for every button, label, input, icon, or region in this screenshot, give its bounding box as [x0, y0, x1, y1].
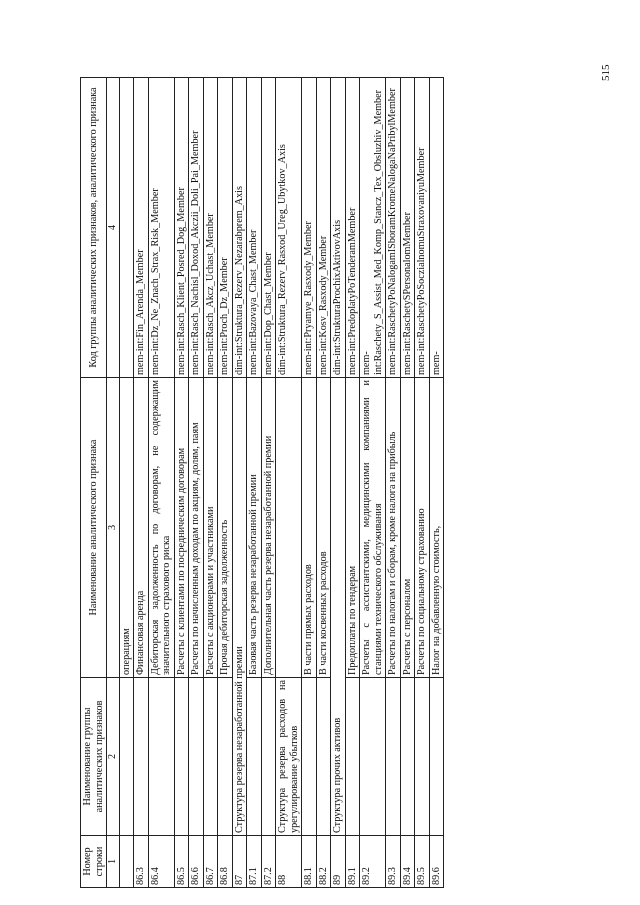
header-feature-name: Наименование аналитического признака	[81, 378, 107, 678]
code-cell: dim-int:Struktura_Rezerv_Nezarabprem_Axis	[232, 78, 247, 378]
row-number-cell: 89.1	[345, 836, 360, 888]
group-name-cell	[400, 678, 415, 836]
code-cell: mem-int:Bazovaya_Chast_Member	[247, 78, 262, 378]
table-row	[360, 78, 386, 888]
feature-name-cell: Дополнительная часть резерва незаработанной премии	[261, 378, 276, 678]
row-number-cell: 89	[331, 836, 346, 888]
group-name-cell	[345, 678, 360, 836]
row-number-cell: 86.5	[174, 836, 189, 888]
code-cell: mem-int:Kosv_Rasxody_Member	[316, 78, 331, 378]
feature-name-cell: Расчеты по социальному страхованию	[415, 378, 430, 678]
table-header-row	[81, 78, 107, 888]
group-name-cell	[316, 678, 331, 836]
row-number-cell: 86.8	[218, 836, 233, 888]
code-cell: mem-	[429, 78, 444, 378]
group-name-cell	[415, 678, 430, 836]
document-table-rotated	[80, 78, 605, 888]
group-name-cell	[134, 678, 149, 836]
feature-name-cell: В части косвенных расходов	[316, 378, 331, 678]
code-cell: mem-int:Dop_Chast_Member	[261, 78, 276, 378]
column-number: 2	[107, 678, 120, 836]
code-cell: mem-int:Rasch_Akcz_Uchast_Member	[203, 78, 218, 378]
group-name-cell	[429, 678, 444, 836]
header-row-number: Номер строки	[81, 836, 107, 888]
table-row	[261, 78, 276, 888]
table-row	[400, 78, 415, 888]
table-row	[247, 78, 262, 888]
row-number-cell: 89.2	[360, 836, 386, 888]
feature-name-cell	[276, 378, 302, 678]
table-row	[331, 78, 346, 888]
group-name-cell: Структура резерва незаработанной премии	[232, 378, 247, 836]
group-name-cell	[148, 678, 174, 836]
feature-name-cell: операциям	[119, 378, 134, 678]
code-cell: mem-int:RaschetySPersonalomMember	[400, 78, 415, 378]
group-name-cell	[203, 678, 218, 836]
table-row	[189, 78, 204, 888]
group-name-cell	[189, 678, 204, 836]
column-number: 1	[107, 836, 120, 888]
code-cell: mem-int:Raschety_S_Assist_Med_Komp_Stancz_Tex_Obsluzhiv_Member	[360, 78, 386, 378]
row-number-cell: 88.2	[316, 836, 331, 888]
header-code: Код группы аналитических признаков, аналитического признака	[81, 78, 107, 378]
header-group-name: Наименование группы аналитических признаков	[81, 678, 107, 836]
column-number-row	[107, 78, 120, 888]
group-name-cell	[119, 678, 134, 836]
table-row	[218, 78, 233, 888]
feature-name-cell: В части прямых расходов	[302, 378, 317, 678]
group-name-cell	[360, 678, 386, 836]
feature-name-cell: Базовая часть резерва незаработанной премии	[247, 378, 262, 678]
feature-name-cell: Расчеты с персоналом	[400, 378, 415, 678]
row-number-cell: 89.4	[400, 836, 415, 888]
row-number-cell: 86.4	[148, 836, 174, 888]
feature-name-cell: Финансовая аренда	[134, 378, 149, 678]
table-row	[386, 78, 401, 888]
table-row	[119, 78, 134, 888]
feature-name-cell: Расчеты с клиентами по посредническим договорам	[174, 378, 189, 678]
group-name-cell	[174, 678, 189, 836]
column-number: 4	[107, 78, 120, 378]
table-row	[302, 78, 317, 888]
table-row	[345, 78, 360, 888]
code-cell: mem-int:Fin_Arenda_Member	[134, 78, 149, 378]
feature-name-cell: Прочая дебиторская задолженность	[218, 378, 233, 678]
group-name-cell	[302, 678, 317, 836]
code-cell: mem-int:Pryamye_Rasxody_Member	[302, 78, 317, 378]
page-number: 515	[600, 64, 612, 82]
row-number-cell: 88.1	[302, 836, 317, 888]
group-name-cell: Структура прочих активов	[331, 378, 346, 836]
analytic-features-table	[80, 77, 444, 888]
code-cell	[119, 78, 134, 378]
code-cell: mem-int:RaschetyPoNalogamISboramKromeNalogaNaPribylMember	[386, 78, 401, 378]
row-number-cell: 89.5	[415, 836, 430, 888]
feature-name-cell: Дебиторская задолженность по договорам, не содержащим значительного страхового риска	[148, 378, 174, 678]
table-row	[203, 78, 218, 888]
row-number-cell: 89.6	[429, 836, 444, 888]
row-number-cell: 88	[276, 836, 302, 888]
group-name-cell: Структура резерва расходов на урегулирование убытков	[276, 678, 302, 836]
group-name-cell	[386, 678, 401, 836]
code-cell: dim-int:StrukturaProchixAktivovAxis	[331, 78, 346, 378]
feature-name-cell: Расчеты по начисленным доходам по акциям, долям, паям	[189, 378, 204, 678]
feature-name-cell: Налог на добавленную стоимость,	[429, 378, 444, 678]
feature-name-cell: Расчеты с акционерами и участниками	[203, 378, 218, 678]
row-number-cell: 86.6	[189, 836, 204, 888]
row-number-cell: 87.1	[247, 836, 262, 888]
group-name-cell	[218, 678, 233, 836]
feature-name-cell: Расчеты по налогам и сборам, кроме налога на прибыль	[386, 378, 401, 678]
group-name-cell	[261, 678, 276, 836]
table-row	[148, 78, 174, 888]
code-cell: mem-int:RaschetyPoSoczialnomuStraxovaniyuMember	[415, 78, 430, 378]
table-row	[316, 78, 331, 888]
table-row	[276, 78, 302, 888]
group-name-cell	[247, 678, 262, 836]
code-cell: mem-int:Proch_Dz_Member	[218, 78, 233, 378]
table-row	[174, 78, 189, 888]
code-cell: mem-int:Dz_Ne_Znach_Strax_Risk_Member	[148, 78, 174, 378]
row-number-cell: 86.3	[134, 836, 149, 888]
feature-name-cell: Предоплаты по тендерам	[345, 378, 360, 678]
table-body	[119, 78, 444, 888]
table-row	[134, 78, 149, 888]
table-row	[415, 78, 430, 888]
code-cell: mem-int:Rasch_Klient_Posred_Dog_Member	[174, 78, 189, 378]
code-cell: dim-int:Struktura_Rezerv_Rasxod_Ureg_Ubytkov_Axis	[276, 78, 302, 378]
code-cell: mem-int:Rasch_Nachisl_Doxod_Akczii_Doli_Pai_Member	[189, 78, 204, 378]
row-number-cell	[119, 836, 134, 888]
table-row	[429, 78, 444, 888]
code-cell: mem-int:PredoplatyPoTenderamMember	[345, 78, 360, 378]
table-row	[232, 78, 247, 888]
row-number-cell: 86.7	[203, 836, 218, 888]
row-number-cell: 87	[232, 836, 247, 888]
feature-name-cell: Расчеты с ассистантскими, медицинскими компаниями и станциями технического обслуживания	[360, 378, 386, 678]
row-number-cell: 89.3	[386, 836, 401, 888]
column-number: 3	[107, 378, 120, 678]
row-number-cell: 87.2	[261, 836, 276, 888]
